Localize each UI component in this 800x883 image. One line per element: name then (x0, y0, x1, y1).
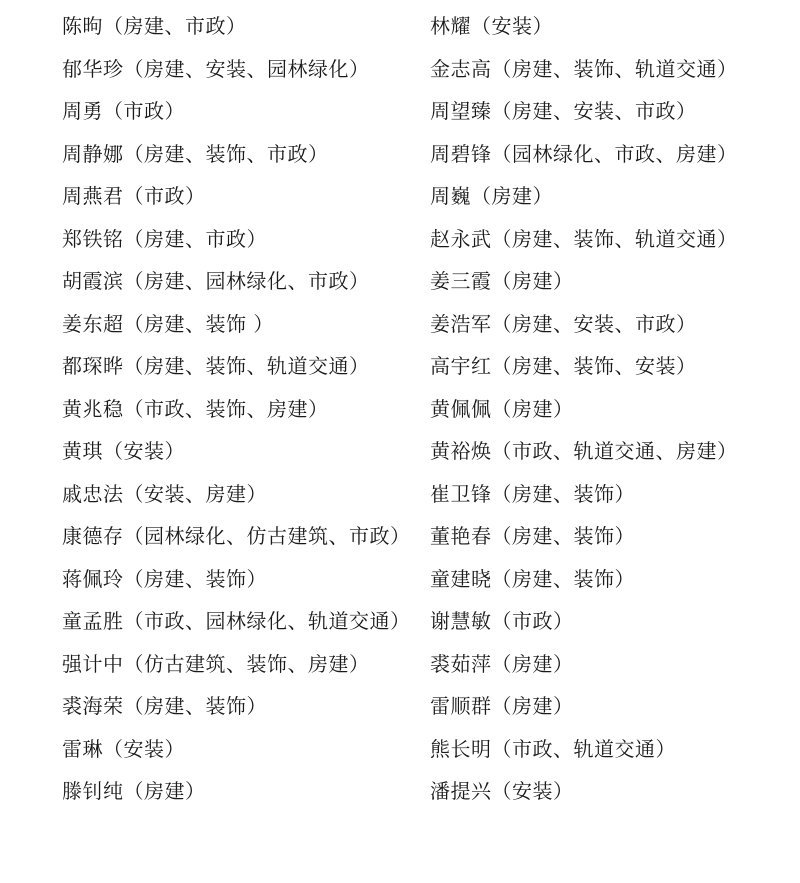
person-name: 金志高 (430, 56, 492, 81)
list-item (62, 48, 411, 91)
specialty-fields: （安装） (103, 736, 185, 761)
specialty-fields: （房建、市政） (103, 14, 247, 38)
list-item (62, 643, 411, 686)
list-item (430, 515, 738, 558)
list-item (62, 600, 411, 643)
person-name: 强计中 (62, 651, 124, 676)
person-name: 黄佩佩 (430, 396, 492, 421)
specialty-fields: （房建） (491, 396, 574, 421)
person-name: 黄兆稳 (62, 396, 124, 421)
list-item (430, 90, 738, 133)
left-name-column (62, 5, 411, 813)
list-item (62, 260, 411, 303)
specialty-fields: （安装） (491, 779, 574, 803)
list-item (430, 218, 738, 261)
person-name: 蒋佩玲 (62, 566, 124, 591)
list-item (62, 133, 411, 176)
specialty-fields: （房建） (123, 779, 206, 803)
specialty-fields: （市政） (103, 99, 185, 123)
specialty-fields: （房建、安装、市政） (491, 311, 697, 336)
specialty-fields: （房建、装饰、安装） (491, 354, 697, 378)
list-item (62, 303, 411, 346)
specialty-fields: （园林绿化、仿古建筑、市政） (123, 524, 411, 548)
specialty-fields: （房建） (491, 651, 574, 676)
list-item (62, 430, 411, 473)
list-item (430, 345, 738, 388)
person-name: 滕钊纯 (62, 779, 124, 803)
specialty-fields: （房建、安装、园林绿化） (123, 56, 370, 81)
list-item (430, 430, 738, 473)
person-name: 周巍 (430, 184, 471, 208)
specialty-fields: （房建） (471, 184, 553, 208)
list-item (430, 473, 738, 516)
specialty-fields: （房建、装饰） (491, 566, 635, 591)
list-item (62, 218, 411, 261)
specialty-fields: （房建、装饰、轨道交通） (491, 56, 738, 81)
specialty-fields: （房建、安装、市政） (491, 99, 697, 123)
person-name: 陈昫 (62, 14, 103, 38)
person-name: 姜浩军 (430, 311, 492, 336)
list-item (62, 728, 411, 771)
person-name: 姜东超 (62, 311, 124, 336)
specialty-fields: （房建、装饰） (123, 566, 267, 591)
person-name: 童建晓 (430, 566, 492, 591)
person-name: 周勇 (62, 99, 103, 123)
person-name: 黄裕焕 (430, 439, 492, 463)
specialty-fields: （房建、园林绿化、市政） (123, 269, 370, 293)
person-name: 裘海荣 (62, 694, 124, 718)
list-item (430, 260, 738, 303)
person-name: 姜三霞 (430, 269, 492, 293)
list-item (430, 685, 738, 728)
list-item (62, 685, 411, 728)
person-name: 董艳春 (430, 524, 492, 548)
person-name: 黄琪 (62, 439, 103, 463)
list-item (430, 303, 738, 346)
right-name-column (430, 5, 738, 813)
person-name: 裘茹萍 (430, 651, 492, 676)
person-name: 雷琳 (62, 736, 103, 761)
person-name: 戚忠法 (62, 481, 124, 506)
list-item (62, 5, 411, 48)
list-item (430, 133, 738, 176)
person-name: 赵永武 (430, 226, 492, 251)
person-name: 童孟胜 (62, 609, 124, 633)
list-item (430, 770, 738, 813)
list-item (430, 175, 738, 218)
specialty-fields: （房建、装饰） (491, 481, 635, 506)
specialty-fields: （市政） (123, 184, 206, 208)
specialty-fields: （房建、装饰、轨道交通） (491, 226, 738, 251)
specialty-fields: （市政、装饰、房建） (123, 396, 329, 421)
list-item (62, 345, 411, 388)
list-item (62, 515, 411, 558)
specialty-fields: （安装、房建） (123, 481, 267, 506)
person-name: 熊长明 (430, 736, 492, 761)
specialty-fields: （房建） (491, 694, 574, 718)
list-item (62, 558, 411, 601)
list-item (430, 558, 738, 601)
person-name: 周望臻 (430, 99, 492, 123)
specialty-fields: （安装） (103, 439, 185, 463)
person-name: 周静娜 (62, 141, 124, 166)
specialty-fields: （仿古建筑、装饰、房建） (123, 651, 370, 676)
person-name: 潘提兴 (430, 779, 492, 803)
person-name: 周碧锋 (430, 141, 492, 166)
person-name: 郁华珍 (62, 56, 124, 81)
person-name: 康德存 (62, 524, 124, 548)
specialty-fields: （园林绿化、市政、房建） (491, 141, 738, 166)
list-item (62, 90, 411, 133)
list-item (62, 388, 411, 431)
specialty-fields: （市政、轨道交通） (491, 736, 676, 761)
person-name: 郑铁铭 (62, 226, 124, 251)
person-name: 胡霞滨 (62, 269, 124, 293)
specialty-fields: （房建、装饰、市政） (123, 141, 329, 166)
person-name: 雷顺群 (430, 694, 492, 718)
specialty-fields: （房建、装饰） (491, 524, 635, 548)
specialty-fields: （市政） (491, 609, 574, 633)
specialty-fields: （房建、装饰 ） (123, 311, 274, 336)
list-item (430, 643, 738, 686)
person-name: 都琛晔 (62, 354, 124, 378)
specialty-fields: （房建、装饰） (123, 694, 267, 718)
specialty-fields: （房建） (491, 269, 574, 293)
person-name: 林耀 (430, 14, 471, 38)
list-item (430, 728, 738, 771)
list-item (62, 473, 411, 516)
list-item (430, 5, 738, 48)
specialty-fields: （房建、装饰、轨道交通） (123, 354, 370, 378)
list-item (62, 770, 411, 813)
person-name: 谢慧敏 (430, 609, 492, 633)
specialty-fields: （市政、园林绿化、轨道交通） (123, 609, 411, 633)
specialty-fields: （市政、轨道交通、房建） (491, 439, 738, 463)
list-item (62, 175, 411, 218)
person-name: 周燕君 (62, 184, 124, 208)
specialty-fields: （房建、市政） (123, 226, 267, 251)
list-item (430, 388, 738, 431)
list-item (430, 600, 738, 643)
list-item (430, 48, 738, 91)
person-name: 崔卫锋 (430, 481, 492, 506)
specialty-fields: （安装） (471, 14, 553, 38)
person-name: 高宇红 (430, 354, 492, 378)
